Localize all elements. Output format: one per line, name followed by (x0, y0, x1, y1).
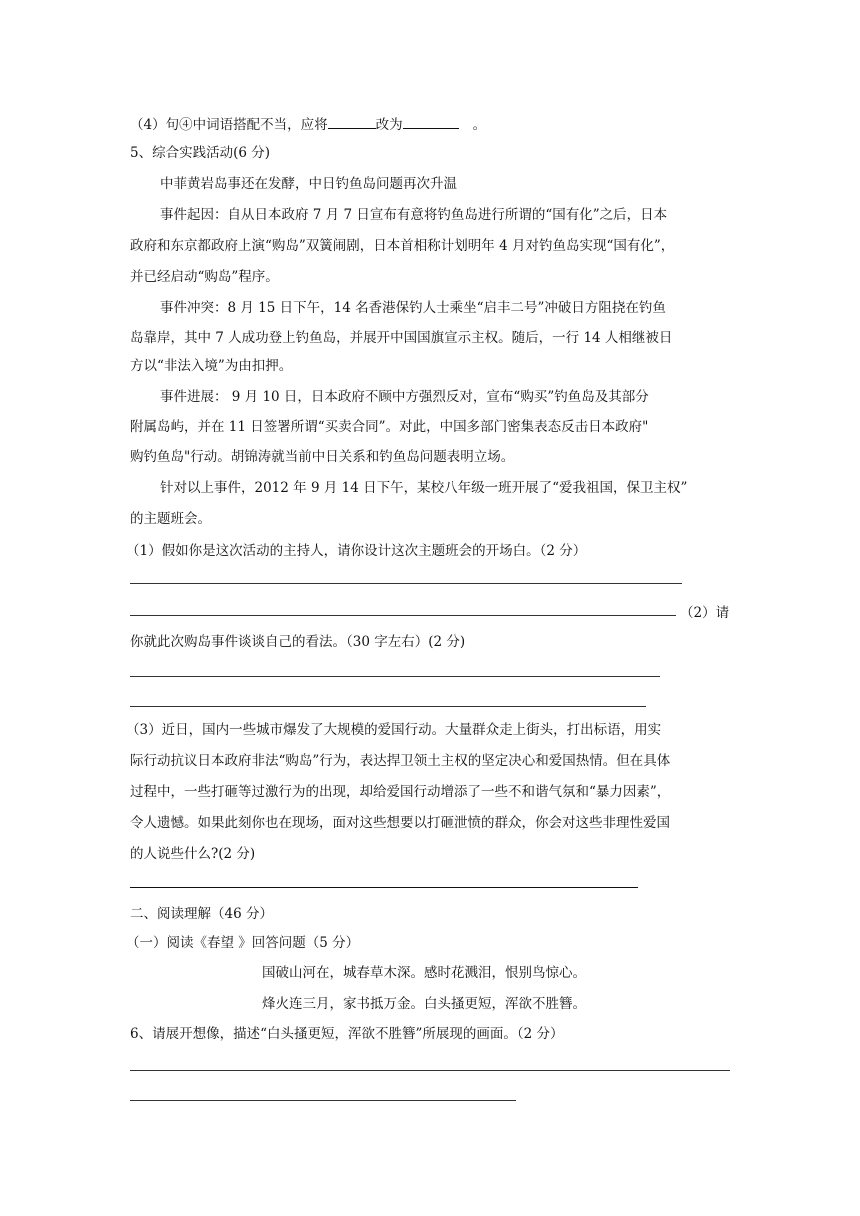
q4-line (130, 114, 486, 135)
q5-event-line-2: 的主题班会。 (130, 511, 211, 527)
q5-sub3-line-2: 际行动抗议日本政府非法“购岛”行为，表达捍卫领土主权的坚定决心和爱国热情。但在具体 (130, 753, 671, 769)
q5-cause-line-3: 并已经启动“购岛”程序。 (130, 269, 279, 285)
q5-sub1: （1）假如你是这次活动的主持人，请你设计这次主题班会的开场白。（2 分） (126, 543, 587, 559)
answer-line[interactable] (130, 676, 660, 677)
q5-cause-line-2: 政府和东京都政府上演“购岛”双簧闹剧，日本首相称计划明年 4 月对钓鱼岛实现“国有化”， (130, 238, 675, 254)
q4-end: 。 (472, 117, 487, 133)
q6-prompt: 6、请展开想像，描述“白头搔更短，浑欲不胜簪”所展现的画面。（2 分） (130, 1026, 564, 1042)
q5-sub3-line-5: 的人说些什么?(2 分) (130, 846, 256, 862)
section2-heading: 二、阅读理解（46 分） (130, 906, 273, 922)
answer-line[interactable] (130, 1100, 516, 1101)
q5-conflict-line-1: 事件冲突：8 月 15 日下午，14 名香港保钓人士乘坐“启丰二号”冲破日方阻挠在钓鱼 (160, 300, 666, 316)
answer-line[interactable] (130, 615, 676, 616)
q4-mid: 改为 (375, 117, 403, 133)
answer-line[interactable] (130, 887, 638, 888)
section2-part1: （一）阅读《春望 》回答问题（5 分） (126, 935, 360, 951)
q4-blank-2[interactable] (403, 114, 459, 129)
q4-blank-1[interactable] (328, 114, 376, 129)
q5-sub2-body: 你就此次购岛事件谈谈自己的看法。（30 字左右）(2 分) (130, 634, 466, 650)
q5-heading: 5、综合实践活动(6 分) (130, 145, 271, 161)
q5-cause-line-1: 事件起因：自从日本政府 7 月 7 日宣布有意将钓鱼岛进行所谓的“国有化”之后，日本 (160, 207, 668, 223)
q5-subtitle: 中菲黄岩岛事还在发酵，中日钓鱼岛问题再次升温 (160, 176, 457, 192)
q5-sub3-line-4: 令人遗憾。如果此刻你也在现场，面对这些想要以打砸泄愤的群众，你会对这些非理性爱国 (130, 815, 670, 831)
q5-conflict-line-2: 岛靠岸，其中 7 人成功登上钓鱼岛，并展开中国国旗宣示主权。随后，一行 14 人相继被日 (130, 330, 673, 346)
q4-prefix: （4）句④中词语搭配不当，应将 (130, 117, 328, 133)
q5-progress-line-2: 附属岛屿，并在 11 日签署所谓“买卖合同”。对此，中国多部门密集表态反击日本政府" (130, 419, 649, 435)
q5-progress-line-1: 事件进展： 9 月 10 日，日本政府不顾中方强烈反对，宣布“购买”钓鱼岛及其部分 (160, 389, 649, 405)
answer-line[interactable] (130, 1070, 730, 1071)
answer-line[interactable] (130, 706, 646, 707)
q5-sub3-line-1: （3）近日，国内一些城市爆发了大规模的爱国行动。大量群众走上街头，打出标语，用实 (126, 722, 662, 738)
poem-line-2: 烽火连三月，家书抵万金。白头搔更短，浑欲不胜簪。 (262, 996, 586, 1012)
q5-sub3-line-3: 过程中，一些打砸等过激行为的出现，却给爱国行动增添了一些不和谐气氛和“暴力因素”， (130, 784, 671, 800)
poem-line-1: 国破山河在，城春草木深。感时花溅泪，恨别鸟惊心。 (262, 965, 586, 981)
q5-conflict-line-3: 方以“非法入境”为由扣押。 (130, 358, 293, 374)
answer-line[interactable] (130, 583, 682, 584)
q5-event-line-1: 针对以上事件，2012 年 9 月 14 日下午，某校八年级一班开展了“爱我祖国，保卫主权” (160, 480, 688, 496)
q5-progress-line-3: 购钓鱼岛"行动。胡锦涛就当前中日关系和钓鱼岛问题表明立场。 (130, 449, 515, 465)
q5-sub2-head: （2）请 (680, 605, 730, 621)
